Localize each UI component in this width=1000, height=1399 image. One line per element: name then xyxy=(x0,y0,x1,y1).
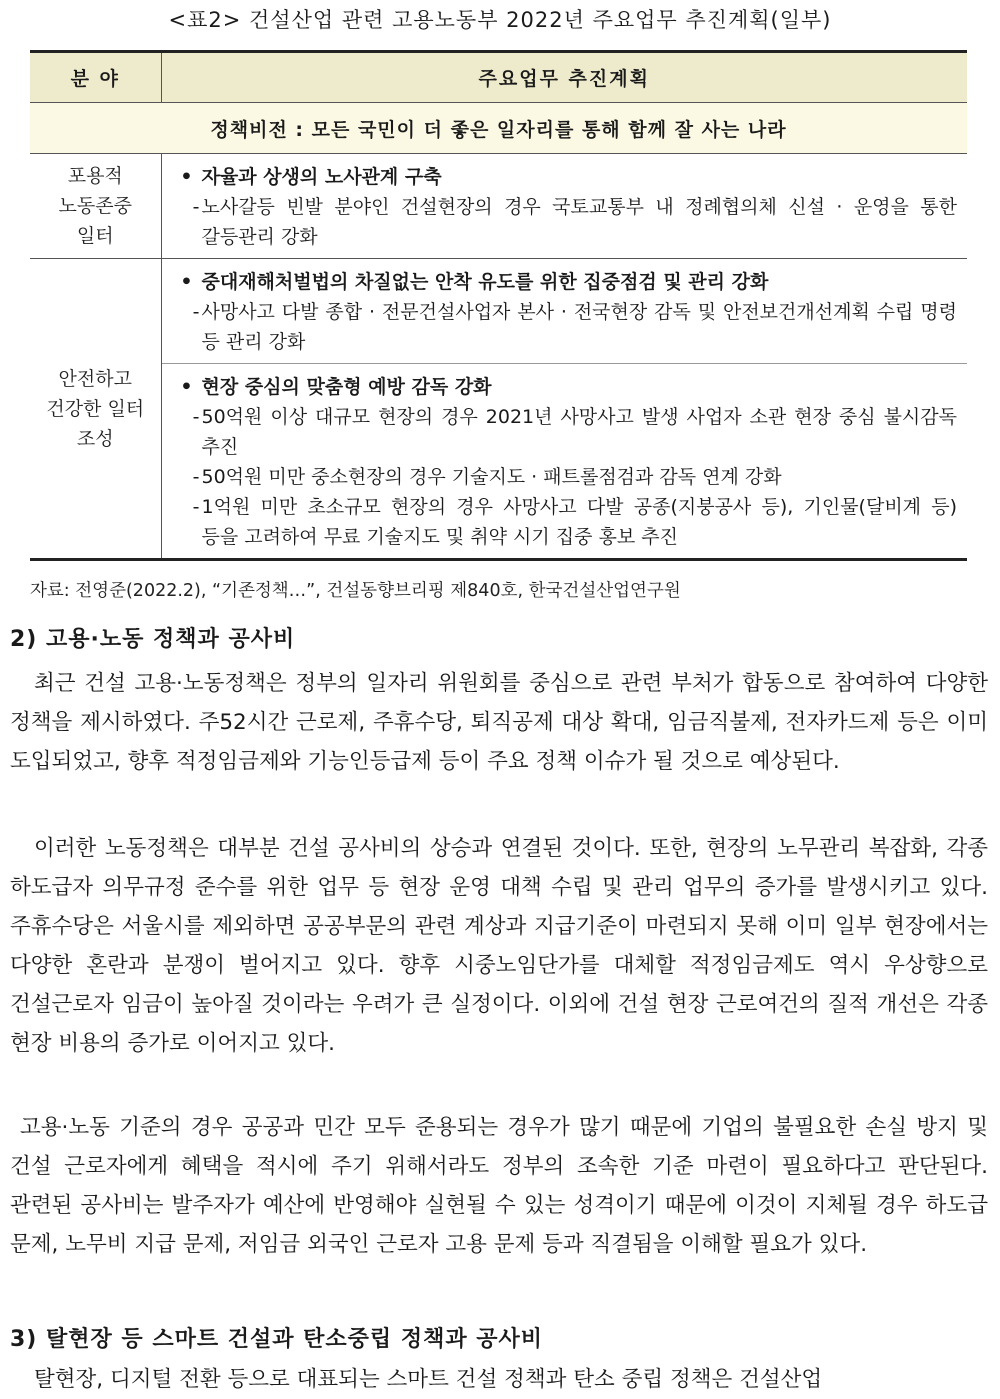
paragraph: 고용·노동 기준의 경우 공공과 민간 모두 준용되는 경우가 많기 때문에 기업의 불필요한 손실 방지 및 건설 근로자에게 혜택을 적시에 주기 위해서라도 정부의 조속한 기준 마련이 필요하다고 판단된다. 관련된 공사비는 발주자가 예산에 반영해야 실현될 수 있는 성격이기 때문에 이것이 지체될 경우 하도급 문제, 노무비 지급 문제, 저임금 외국인 근로자 고용 문제 등과 직결됨을 이해할 필요가 있다. xyxy=(10,1115,988,1257)
task-group xyxy=(162,259,968,363)
paragraph: 이러한 노동정책은 대부분 건설 공사비의 상승과 연결된 것이다. 또한, 현장의 노무관리 복잡화, 각종 하도급자 의무규정 준수를 위한 업무 등 현장 운영 대책 수립 및 관리 업무의 증가를 발생시키고 있다. 주휴수당은 서울시를 제외하면 공공부문의 관련 계상과 지급기준이 마련되지 못해 이미 일부 현장에서는 다양한 혼란과 분쟁이 벌어지고 있다. 향후 시중노임단가를 대체할 적정임금제도 역시 우상향으로 건설근로자 임금이 높아질 것이라는 우려가 큰 실정이다. 이외에 건설 현장 근로여건의 질적 개선은 각종 현장 비용의 증가로 이어지고 있다. xyxy=(10,836,988,1056)
dash-icon: - xyxy=(192,406,200,428)
field-line: 조성 xyxy=(76,427,114,450)
paragraph: 탈현장, 디지털 전환 등으로 대표되는 스마트 건설 정책과 탄소 중립 정책은 건설산업 xyxy=(34,1367,823,1392)
task-title: 자율과 상생의 노사관계 구축 xyxy=(201,166,442,188)
field-line: 노동존중 xyxy=(58,195,132,217)
bullet-icon: • xyxy=(180,376,193,398)
table-caption: <표2> 건설산업 관련 고용노동부 2022년 주요업무 추진계획(일부) xyxy=(168,8,832,32)
field-cell xyxy=(30,154,161,259)
task-item: - 50억원 이상 대규모 현장의 경우 2021년 사망사고 발생 사업자 소관 현장 중심 불시감독 추진 xyxy=(172,402,958,462)
dash-icon: - xyxy=(192,196,200,218)
policy-plan-table xyxy=(30,50,967,561)
section-heading: 2) 고용·노동 정책과 공사비 xyxy=(10,627,296,652)
task-item: - 사망사고 다발 종합 · 전문건설사업자 본사 · 전국현장 감독 및 안전보건개선계획 수립 명령 등 관리 강화 xyxy=(172,297,958,357)
dash-icon: - xyxy=(192,301,200,323)
dash-icon: - xyxy=(192,496,200,518)
field-line: 안전하고 xyxy=(58,367,132,390)
task-group xyxy=(162,154,968,258)
field-line: 일터 xyxy=(76,225,114,247)
bullet-icon: • xyxy=(180,271,193,293)
field-cell xyxy=(30,259,161,560)
field-line: 포용적 xyxy=(67,165,123,187)
tasks-cell xyxy=(161,259,967,560)
task-item: - 50억원 미만 중소현장의 경우 기술지도 · 패트롤점검과 감독 연계 강화 xyxy=(172,462,958,492)
tasks-cell xyxy=(161,154,967,259)
task-item: - 노사갈등 빈발 분야인 건설현장의 경우 국토교통부 내 정례협의체 신설 · 운영을 통한 갈등관리 강화 xyxy=(172,192,958,252)
dash-icon: - xyxy=(192,466,200,488)
vision-row xyxy=(30,103,967,154)
table-row xyxy=(30,154,967,259)
task-title: 현장 중심의 맞춤형 예방 감독 강화 xyxy=(201,376,492,398)
header-field: 분 야 xyxy=(30,52,161,103)
header-tasks: 주요업무 추진계획 xyxy=(161,52,967,103)
bullet-icon: • xyxy=(180,166,193,188)
task-title: 중대재해처벌법의 차질없는 안착 유도를 위한 집중점검 및 관리 강화 xyxy=(201,271,769,293)
section-heading: 3) 탈현장 등 스마트 건설과 탄소중립 정책과 공사비 xyxy=(10,1327,544,1352)
table-row xyxy=(30,259,967,560)
policy-vision: 정책비전 : 모든 국민이 더 좋은 일자리를 통해 함께 잘 사는 나라 xyxy=(30,103,967,154)
task-item: - 1억원 미만 초소규모 현장의 경우 사망사고 다발 공종(지붕공사 등), 기인물(달비계 등) 등을 고려하여 무료 기술지도 및 취약 시기 집중 홍보 추진 xyxy=(172,492,958,552)
paragraph: 최근 건설 고용·노동정책은 정부의 일자리 위원회를 중심으로 관련 부처가 합동으로 참여하여 다양한 정책을 제시하였다. 주52시간 근로제, 주휴수당, 퇴직공제 대상 확대, 임금직불제, 전자카드제 등은 이미 도입되었고, 향후 적정임금제와 기능인등급제 등이 주요 정책 이슈가 될 것으로 예상된다. xyxy=(10,671,988,774)
table-header-row xyxy=(30,52,967,103)
field-line: 건강한 일터 xyxy=(46,397,145,420)
task-group xyxy=(162,363,968,558)
table-source: 자료: 전영준(2022.2), “기존정책…”, 건설동향브리핑 제840호, 한국건설산업연구원 xyxy=(30,581,681,601)
